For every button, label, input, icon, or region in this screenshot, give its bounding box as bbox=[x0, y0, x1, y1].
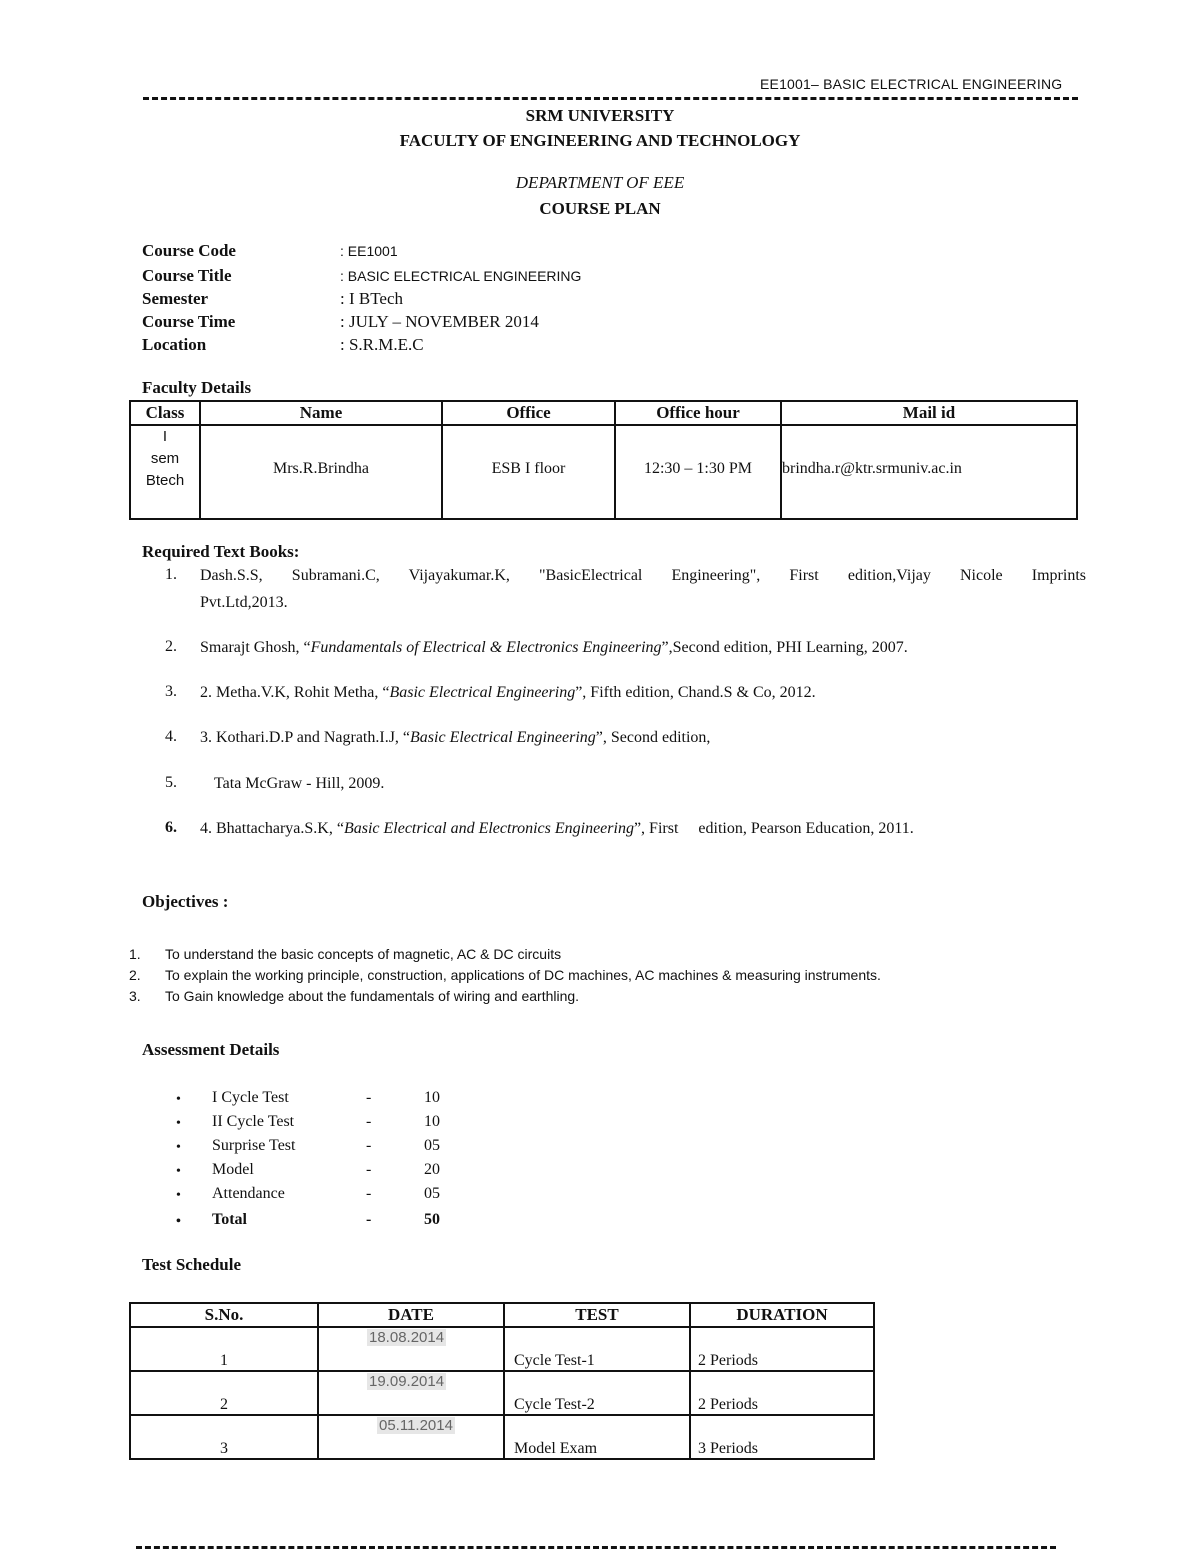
test-duration: 3 Periods bbox=[698, 1440, 758, 1457]
objective-3-number: 3. bbox=[129, 988, 141, 1004]
book-2-title: Fundamentals of Electrical & Electronics Engineering bbox=[310, 639, 662, 656]
book-3-text bbox=[200, 679, 816, 706]
course-code-label: Course Code bbox=[142, 241, 236, 260]
assessment-dash-6: - bbox=[366, 1211, 372, 1228]
test-schedule-heading: Test Schedule bbox=[142, 1255, 242, 1274]
objective-2-text: To explain the working principle, construction, applications of DC machines, AC machines & measuring instruments. bbox=[165, 967, 881, 983]
book-2-number: 2. bbox=[165, 638, 177, 655]
assessment-item-5-value: 05 bbox=[424, 1185, 440, 1202]
test-date-cell bbox=[318, 1415, 504, 1459]
assessment-item-1-name: I Cycle Test bbox=[212, 1089, 289, 1106]
assessment-item-2-name: II Cycle Test bbox=[212, 1113, 295, 1130]
class-line-1: I bbox=[162, 428, 168, 445]
col-date: DATE bbox=[318, 1303, 504, 1327]
test-date-cell bbox=[318, 1371, 504, 1415]
book-4-text bbox=[200, 724, 710, 751]
test-table-header bbox=[130, 1303, 874, 1327]
test-duration-cell bbox=[690, 1371, 874, 1415]
assessment-item-4-value: 20 bbox=[424, 1161, 440, 1178]
assessment-bullet-2: • bbox=[176, 1116, 181, 1131]
faculty-mail-cell bbox=[781, 425, 1077, 519]
book-1-line-2: Pvt.Ltd,2013. bbox=[200, 594, 288, 611]
footer-divider bbox=[136, 1546, 1056, 1549]
header-divider bbox=[143, 97, 1078, 100]
university-title: SRM UNIVERSITY bbox=[525, 106, 675, 125]
semester-label: Semester bbox=[142, 289, 209, 308]
test-sno: 1 bbox=[220, 1352, 228, 1369]
book-6-post: ”, First edition, Pearson Education, 2011. bbox=[633, 820, 914, 837]
assessment-item-1-value: 10 bbox=[424, 1089, 440, 1106]
test-name: Model Exam bbox=[514, 1440, 598, 1457]
book-2-pre: Smarajt Ghosh, “ bbox=[200, 639, 311, 656]
assessment-heading: Assessment Details bbox=[142, 1040, 280, 1059]
col-office-hour: Office hour bbox=[615, 401, 781, 425]
col-test: TEST bbox=[504, 1303, 690, 1327]
book-2-post: ”,Second edition, PHI Learning, 2007. bbox=[661, 639, 908, 656]
text-books-heading: Required Text Books: bbox=[142, 542, 300, 561]
book-4-title: Basic Electrical Engineering bbox=[410, 729, 596, 746]
objectives-heading: Objectives : bbox=[142, 892, 229, 911]
test-sno: 3 bbox=[220, 1440, 228, 1457]
test-duration-cell bbox=[690, 1415, 874, 1459]
course-plan-title: COURSE PLAN bbox=[539, 199, 661, 218]
test-sno-cell bbox=[130, 1415, 318, 1459]
assessment-dash-3: - bbox=[366, 1137, 372, 1154]
test-date: 05.11.2014 bbox=[379, 1417, 453, 1434]
assessment-item-3-name: Surprise Test bbox=[212, 1137, 296, 1154]
book-1-number: 1. bbox=[165, 566, 177, 583]
test-schedule-table bbox=[129, 1302, 875, 1460]
test-row bbox=[130, 1327, 874, 1371]
col-office: Office bbox=[442, 401, 615, 425]
book-4-pre: 3. Kothari.D.P and Nagrath.I.J, “ bbox=[200, 729, 411, 746]
assessment-dash-4: - bbox=[366, 1161, 372, 1178]
col-name: Name bbox=[200, 401, 442, 425]
assessment-bullet-1: • bbox=[176, 1092, 181, 1107]
faculty-office: ESB I floor bbox=[491, 460, 566, 477]
test-name-cell bbox=[504, 1327, 690, 1371]
course-code-value: : EE1001 bbox=[340, 243, 398, 259]
department-title: DEPARTMENT OF EEE bbox=[515, 173, 685, 192]
book-3-pre: 2. Metha.V.K, Rohit Metha, “ bbox=[200, 684, 390, 701]
faculty-table-header bbox=[130, 401, 1077, 425]
test-row bbox=[130, 1371, 874, 1415]
test-sno-cell bbox=[130, 1327, 318, 1371]
book-1-line-1: Dash.S.S, Subramani.C, Vijayakumar.K, "BasicElectrical Engineering", First edition,Vijay Nicole Imprints bbox=[200, 567, 1086, 584]
book-6-title: Basic Electrical and Electronics Engineering bbox=[343, 820, 634, 837]
faculty-name: Mrs.R.Brindha bbox=[273, 460, 369, 477]
book-3-title: Basic Electrical Engineering bbox=[389, 684, 576, 701]
faculty-title: FACULTY OF ENGINEERING AND TECHNOLOGY bbox=[399, 131, 801, 150]
faculty-row bbox=[130, 425, 1077, 519]
course-title-value: : BASIC ELECTRICAL ENGINEERING bbox=[340, 268, 582, 284]
faculty-class-cell bbox=[130, 425, 200, 519]
faculty-mail[interactable]: brindha.r@ktr.srmuniv.ac.in bbox=[782, 460, 962, 477]
assessment-dash-5: - bbox=[366, 1185, 372, 1202]
semester-value: : I BTech bbox=[340, 289, 404, 308]
book-5-number: 5. bbox=[165, 774, 177, 791]
faculty-hour-cell bbox=[615, 425, 781, 519]
test-name: Cycle Test-1 bbox=[514, 1352, 595, 1369]
class-line-2: sem bbox=[150, 450, 180, 467]
test-name-cell bbox=[504, 1415, 690, 1459]
location-value: : S.R.M.E.C bbox=[340, 335, 424, 354]
test-sno-cell bbox=[130, 1371, 318, 1415]
assessment-item-2-value: 10 bbox=[424, 1113, 440, 1130]
book-6-pre: 4. Bhattacharya.S.K, “ bbox=[200, 820, 344, 837]
book-6-number: 6. bbox=[165, 819, 177, 836]
assessment-item-3-value: 05 bbox=[424, 1137, 440, 1154]
book-6-text bbox=[200, 815, 914, 842]
test-duration: 2 Periods bbox=[698, 1396, 758, 1413]
test-row bbox=[130, 1415, 874, 1459]
faculty-name-cell bbox=[200, 425, 442, 519]
book-2-text bbox=[200, 634, 908, 661]
col-sno: S.No. bbox=[130, 1303, 318, 1327]
assessment-dash-2: - bbox=[366, 1113, 372, 1130]
test-date: 19.09.2014 bbox=[369, 1373, 445, 1390]
course-title-label: Course Title bbox=[142, 266, 232, 285]
test-sno: 2 bbox=[220, 1396, 228, 1413]
faculty-details-heading: Faculty Details bbox=[142, 378, 252, 397]
faculty-office-cell bbox=[442, 425, 615, 519]
course-time-value: : JULY – NOVEMBER 2014 bbox=[340, 312, 539, 331]
book-3-number: 3. bbox=[165, 683, 177, 700]
assessment-total-value: 50 bbox=[424, 1211, 440, 1228]
objective-1-number: 1. bbox=[129, 946, 141, 962]
col-class: Class bbox=[130, 401, 200, 425]
col-duration: DURATION bbox=[690, 1303, 874, 1327]
test-name-cell bbox=[504, 1371, 690, 1415]
running-header: EE1001– BASIC ELECTRICAL ENGINEERING bbox=[760, 76, 1063, 92]
faculty-table bbox=[129, 400, 1078, 520]
book-4-number: 4. bbox=[165, 728, 177, 745]
book-3-post: ”, Fifth edition, Chand.S & Co, 2012. bbox=[575, 684, 816, 701]
faculty-office-hour: 12:30 – 1:30 PM bbox=[643, 460, 752, 477]
assessment-bullet-6: • bbox=[176, 1214, 181, 1229]
assessment-item-4-name: Model bbox=[212, 1161, 254, 1178]
assessment-bullet-3: • bbox=[176, 1140, 181, 1155]
test-date: 18.08.2014 bbox=[369, 1329, 445, 1346]
course-time-label: Course Time bbox=[142, 312, 236, 331]
assessment-item-5-name: Attendance bbox=[212, 1185, 285, 1202]
test-duration-cell bbox=[690, 1327, 874, 1371]
book-5-text: Tata McGraw - Hill, 2009. bbox=[214, 775, 385, 792]
assessment-bullet-4: • bbox=[176, 1164, 181, 1179]
test-name: Cycle Test-2 bbox=[514, 1396, 595, 1413]
objective-2-number: 2. bbox=[129, 967, 141, 983]
class-line-3: Btech bbox=[145, 472, 185, 489]
location-label: Location bbox=[142, 335, 207, 354]
test-duration: 2 Periods bbox=[698, 1352, 758, 1369]
assessment-bullet-5: • bbox=[176, 1188, 181, 1203]
col-mail: Mail id bbox=[781, 401, 1077, 425]
objective-1-text: To understand the basic concepts of magnetic, AC & DC circuits bbox=[165, 946, 562, 962]
book-4-post: ”, Second edition, bbox=[595, 729, 711, 746]
test-date-cell bbox=[318, 1327, 504, 1371]
objective-3-text: To Gain knowledge about the fundamentals of wiring and earthling. bbox=[165, 988, 580, 1004]
assessment-dash-1: - bbox=[366, 1089, 372, 1106]
assessment-total-name: Total bbox=[212, 1211, 247, 1228]
